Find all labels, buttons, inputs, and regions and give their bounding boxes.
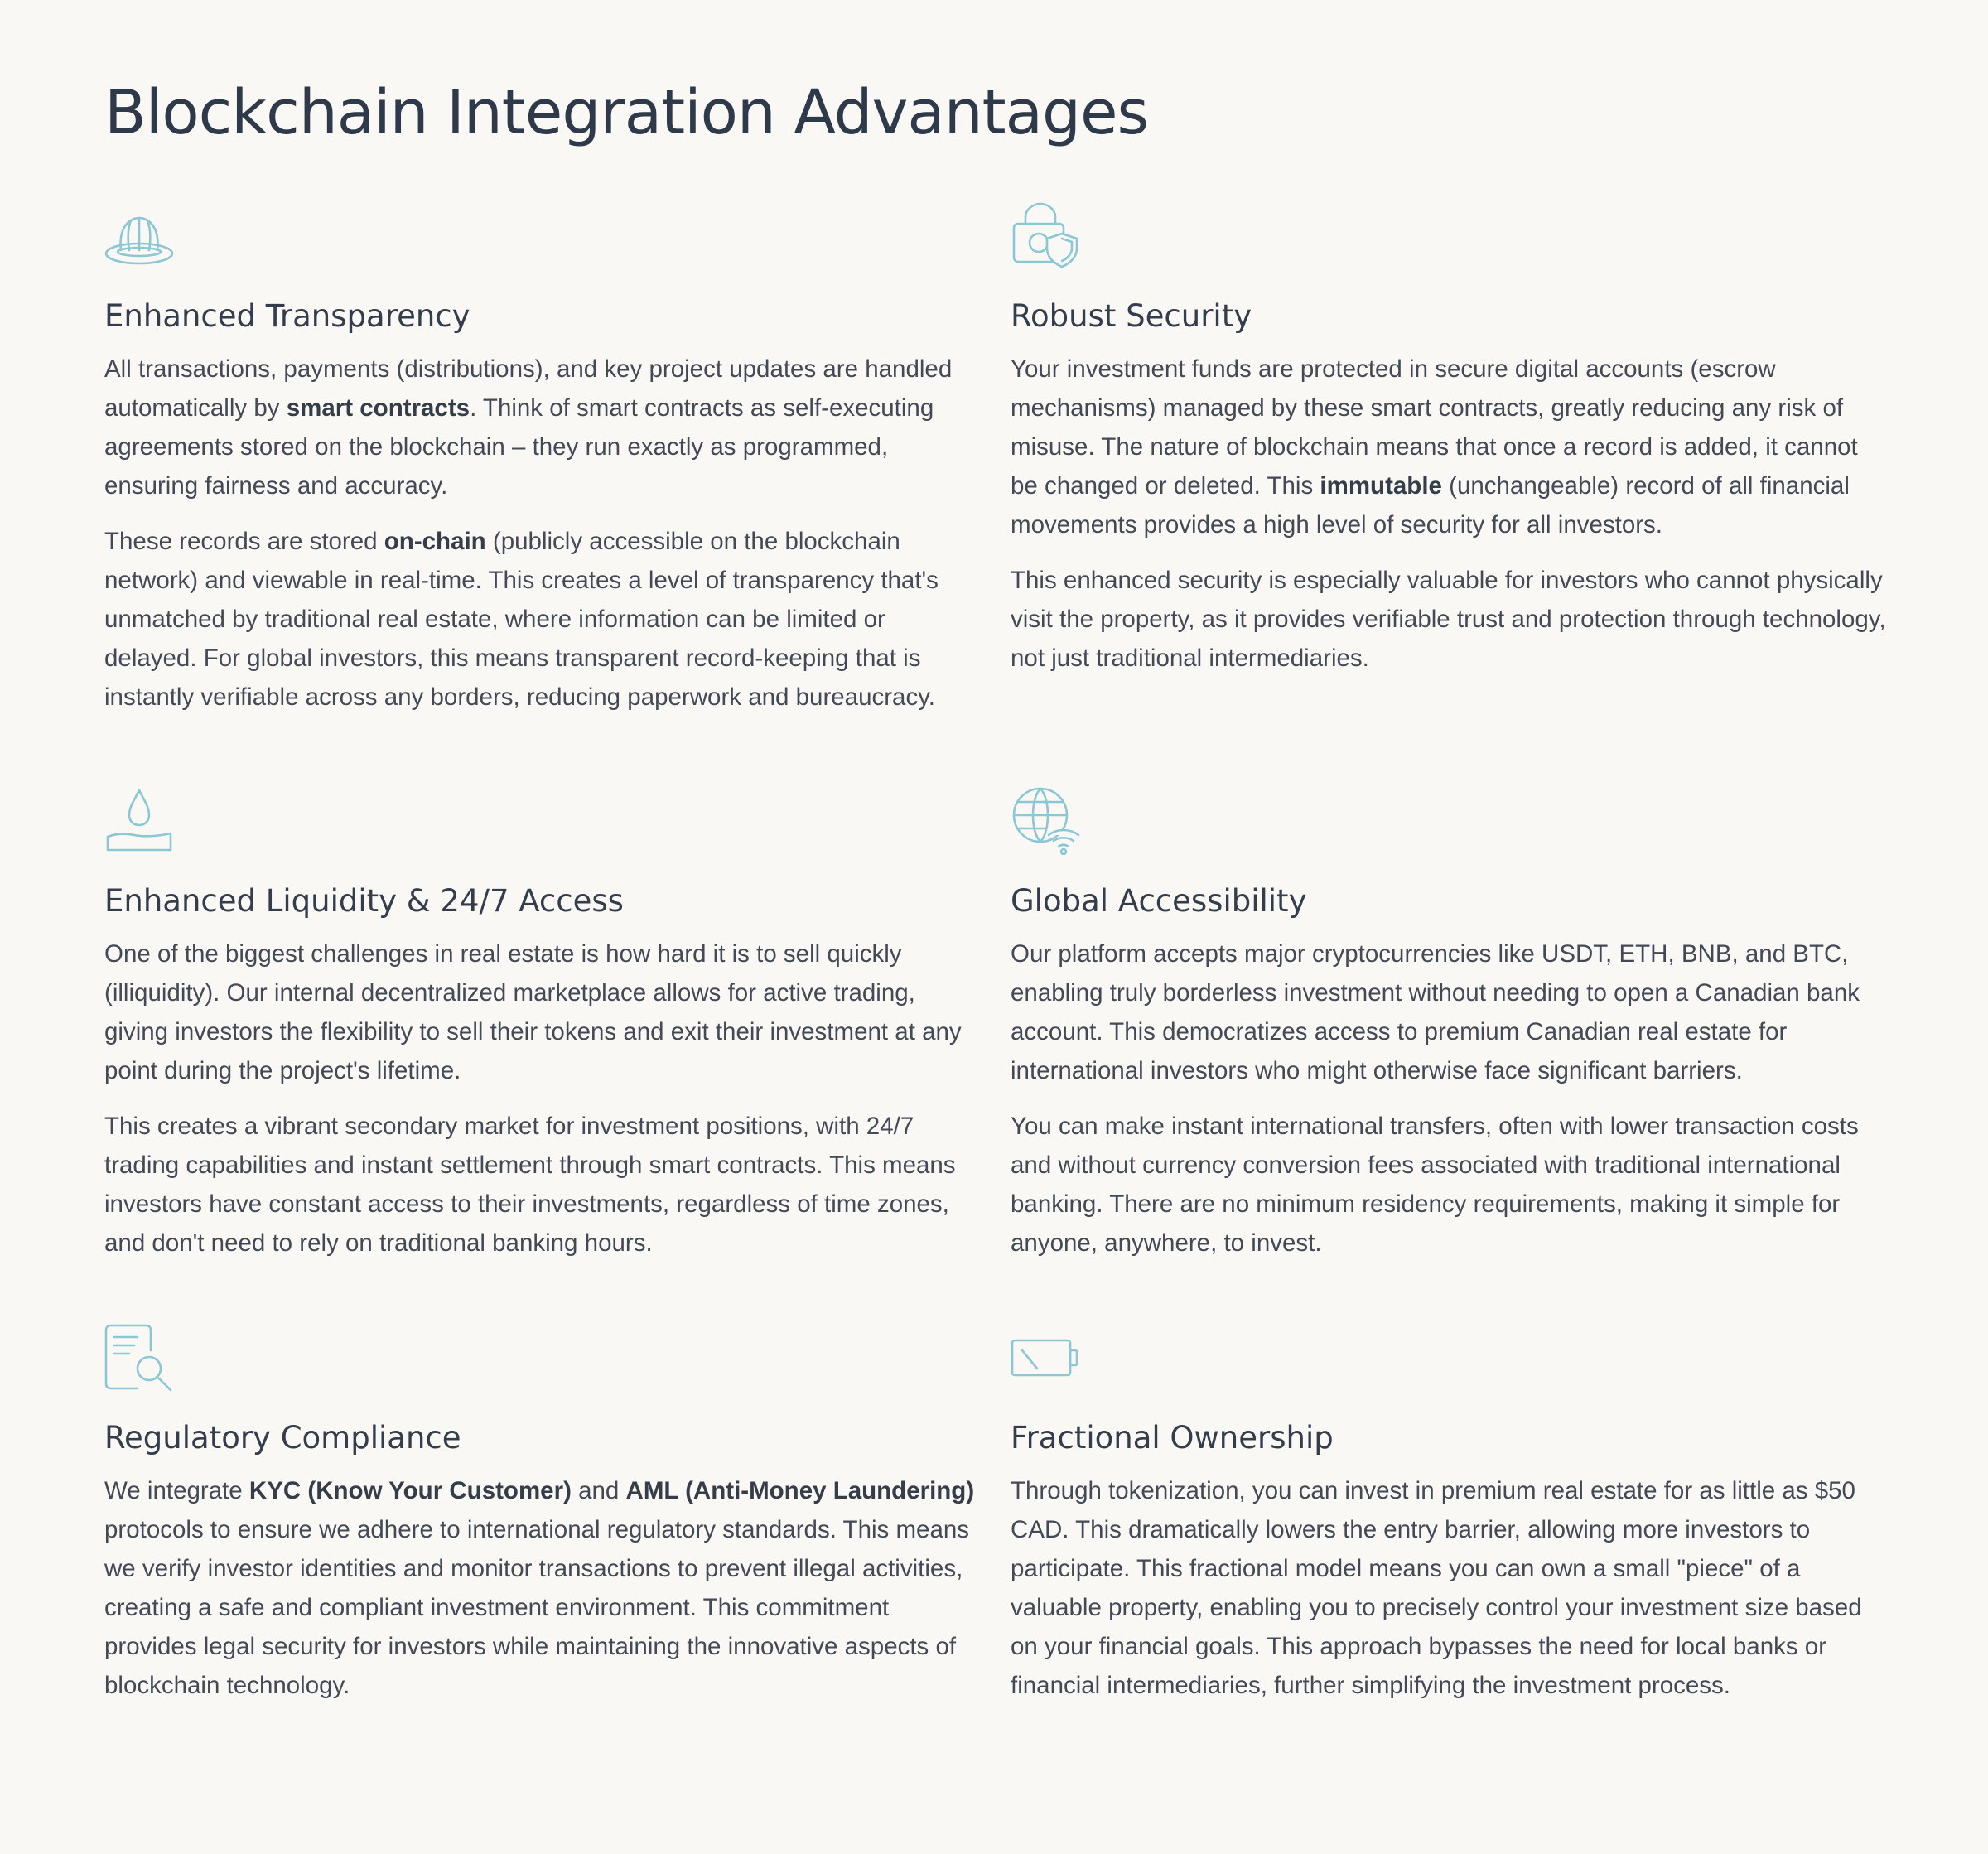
card-title: Regulatory Compliance bbox=[104, 1420, 461, 1456]
bold-term: on-chain bbox=[384, 528, 486, 555]
card-robust-security bbox=[1011, 200, 1887, 785]
card-enhanced-liquidity bbox=[104, 785, 981, 1322]
card-paragraph: One of the biggest challenges in real estate is how hard it is to sell quickly (illiquidity). Our internal decentralized marketplace allows for active trading, giving investors the flexibility to sell their tokens and exit their investment at any point during the project's lifetime. bbox=[104, 940, 962, 1084]
bold-term: immutable bbox=[1320, 472, 1442, 500]
card-title: Enhanced Transparency bbox=[104, 298, 470, 334]
card-regulatory-compliance bbox=[104, 1322, 981, 1721]
globe-wifi-icon bbox=[1011, 785, 1080, 855]
bold-term: AML (Anti-Money Laundering) bbox=[625, 1477, 975, 1504]
card-enhanced-transparency bbox=[104, 200, 981, 785]
document-search-icon bbox=[104, 1322, 174, 1392]
page-title: Blockchain Integration Advantages bbox=[104, 77, 1149, 148]
card-title: Fractional Ownership bbox=[1011, 1420, 1334, 1456]
card-global-accessibility bbox=[1011, 785, 1887, 1322]
card-title: Enhanced Liquidity & 24/7 Access bbox=[104, 883, 624, 919]
lock-shield-icon bbox=[1011, 200, 1080, 270]
crystal-ball-icon bbox=[104, 200, 174, 270]
card-paragraph: Through tokenization, you can invest in premium real estate for as little as $50 CAD. This dramatically lowers the entry barrier, allowing more investors to participate. This fractional model means you can own a small "piece" of a valuable property, enabling you to precisely control your investment size based on your financial goals. This approach bypasses the need for local banks or financial intermediaries, further simplifying the investment process. bbox=[1011, 1477, 1862, 1699]
card-paragraph: These records are stored on-chain (publicly accessible on the blockchain network) and viewable in real-time. This creates a level of transparency that's unmatched by traditional real estate, where information can be limited or delayed. For global investors, this means transparent record-keeping that is instantly verifiable across any borders, reducing paperwork and bureaucracy. bbox=[104, 528, 939, 711]
card-paragraph: This enhanced security is especially valuable for investors who cannot physically visit the property, as it provides verifiable trust and protection through technology, not just traditional intermediaries. bbox=[1011, 567, 1886, 672]
card-paragraph: We integrate KYC (Know Your Customer) and AML (Anti-Money Laundering) protocols to ensure we adhere to international regulatory standards. This means we verify investor identities and monitor transactions to prevent illegal activities, creating a safe and compliant investment environment. This commitment provides legal security for investors while maintaining the innovative aspects of blockchain technology. bbox=[104, 1477, 975, 1699]
card-fractional-ownership bbox=[1011, 1322, 1887, 1721]
bold-term: KYC (Know Your Customer) bbox=[248, 1477, 572, 1504]
battery-icon bbox=[1011, 1322, 1080, 1392]
bold-term: smart contracts bbox=[286, 394, 470, 422]
card-paragraph: You can make instant international transfers, often with lower transaction costs and without currency conversion fees associated with traditional international banking. There are no minimum residency requirements, making it simple for anyone, anywhere, to invest. bbox=[1011, 1113, 1859, 1257]
card-paragraph: Our platform accepts major cryptocurrencies like USDT, ETH, BNB, and BTC, enabling truly borderless investment without needing to open a Canadian bank account. This democratizes access to premium Canadian real estate for international investors who might otherwise face significant barriers. bbox=[1011, 940, 1860, 1084]
card-paragraph: All transactions, payments (distributions), and key project updates are handled automatically by smart contracts. Think of smart contracts as self-executing agreements stored on the blockchain – they run exactly as programmed, ensuring fairness and accuracy. bbox=[104, 355, 953, 500]
card-title: Robust Security bbox=[1011, 298, 1252, 334]
advantages-grid bbox=[104, 200, 1884, 1721]
card-paragraph: This creates a vibrant secondary market for investment positions, with 24/7 trading capabilities and instant settlement through smart contracts. This means investors have constant access to their investments, regardless of time zones, and don't need to rely on traditional banking hours. bbox=[104, 1113, 956, 1257]
water-drop-icon bbox=[104, 785, 174, 855]
card-title: Global Accessibility bbox=[1011, 883, 1307, 919]
card-paragraph: Your investment funds are protected in secure digital accounts (escrow mechanisms) managed by these smart contracts, greatly reducing any risk of misuse. The nature of blockchain means that once a record is added, it cannot be changed or deleted. This immutable (unchangeable) record of all financial movements provides a high level of security for all investors. bbox=[1011, 355, 1858, 538]
